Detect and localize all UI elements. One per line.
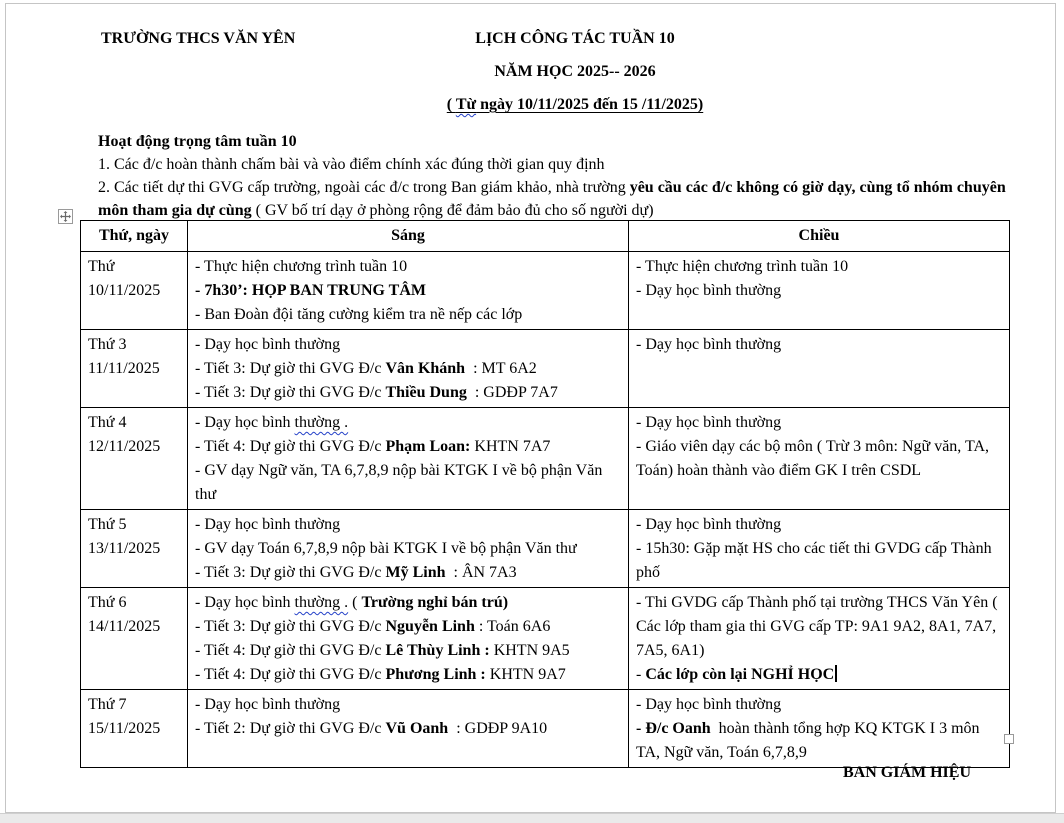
- day-cell[interactable]: [81, 252, 188, 330]
- text-run: - Giáo viên dạy các bộ môn ( Trừ 3 môn: Ngữ văn, TA, Toán) hoàn thành vào điểm GK I trên CSDL: [636, 438, 993, 479]
- morning-text-line: [195, 639, 623, 663]
- text-run: ngày 10/11/2025 đến 15 /11/2025): [476, 96, 704, 113]
- text-run: : ÂN 7A3: [445, 564, 517, 581]
- text-run: KHTN 7A7: [470, 438, 551, 455]
- text-run: - Dạy học bình: [195, 594, 295, 611]
- afternoon-cell[interactable]: [629, 330, 1010, 408]
- day-text-line: 14/11/2025: [88, 618, 161, 635]
- text-run: (: [446, 96, 456, 113]
- table-row: [81, 408, 1010, 510]
- text-cursor: [835, 665, 837, 682]
- morning-text-line: [195, 591, 623, 615]
- table-resize-handle[interactable]: [1004, 734, 1014, 744]
- morning-text-line: [195, 717, 623, 741]
- text-run: thường .: [294, 414, 349, 431]
- text-run: - Dạy học bình thường: [195, 336, 341, 353]
- text-run: - Thi GVDG cấp Thành phố tại trường THCS Văn Yên ( Các lớp tham gia thi GVG cấp TP: 9A1 9A2, 8A1, 7A7, 7A5, 6A1): [636, 594, 1002, 659]
- focus-section: [98, 130, 1014, 222]
- morning-cell[interactable]: [188, 690, 629, 768]
- text-run: - Ban Đoàn đội tăng cường kiểm tra nề nếp các lớp: [195, 306, 523, 323]
- day-text-line: Thứ: [88, 258, 115, 275]
- text-run: (: [348, 594, 362, 611]
- afternoon-cell[interactable]: [629, 690, 1010, 768]
- afternoon-text-line: [636, 591, 1004, 663]
- afternoon-text-line: [636, 717, 1004, 765]
- text-run: Mỹ Linh: [385, 564, 446, 581]
- morning-text-line: [195, 435, 623, 459]
- day-cell[interactable]: [81, 588, 188, 690]
- day-text-line: 12/11/2025: [88, 438, 161, 455]
- day-text-line: Thứ 4: [88, 414, 127, 431]
- afternoon-text-line: [636, 693, 1004, 717]
- afternoon-text-line: [636, 663, 1004, 687]
- text-run: Phương Linh :: [385, 666, 486, 683]
- text-run: : GDĐP 7A7: [466, 384, 558, 401]
- text-run: - Tiết 3: Dự giờ thi GVG Đ/c: [195, 618, 386, 635]
- text-run: - GV dạy Toán 6,7,8,9 nộp bài KTGK I về bộ phận Văn thư: [195, 540, 577, 557]
- text-run: - Dạy học bình thường: [636, 414, 782, 431]
- schedule-table: [80, 220, 1010, 768]
- morning-text-line: [195, 303, 623, 327]
- text-run: - 15h30: Gặp mặt HS cho các tiết thi GVDG cấp Thành phố: [636, 540, 996, 581]
- table-move-handle-icon[interactable]: [58, 209, 73, 224]
- text-run: - Dạy học bình: [195, 414, 295, 431]
- text-run: - Dạy học bình thường: [195, 696, 341, 713]
- morning-text-line: [195, 459, 623, 507]
- text-run: - Dạy học bình thường: [636, 282, 782, 299]
- date-range: [285, 96, 865, 129]
- text-run: Lê Thùy Linh :: [385, 642, 490, 659]
- morning-text-line: [195, 333, 623, 357]
- school-name: TRƯỜNG THCS VĂN YÊN: [101, 30, 296, 47]
- morning-text-line: [195, 411, 623, 435]
- text-run: - Dạy học bình thường: [636, 696, 782, 713]
- morning-cell[interactable]: [188, 588, 629, 690]
- text-run: - Tiết 3: Dự giờ thi GVG Đ/c: [195, 360, 386, 377]
- day-text-line: Thứ 6: [88, 594, 127, 611]
- text-run: hoàn thành tổng hợp KQ KTGK I 3 môn TA, Ngữ văn, Toán 6,7,8,9: [636, 720, 984, 761]
- morning-text-line: [195, 537, 623, 561]
- table-row: [81, 252, 1010, 330]
- school-year: NĂM HỌC 2025-- 2026: [494, 63, 656, 80]
- day-text-line: 15/11/2025: [88, 720, 161, 737]
- morning-cell[interactable]: [188, 330, 629, 408]
- text-run: 2. Các tiết dự thi GVG cấp trường, ngoài các đ/c trong Ban giám khảo, nhà trường: [98, 179, 630, 196]
- day-text-line: 13/11/2025: [88, 540, 161, 557]
- morning-text-line: [195, 381, 623, 405]
- text-run: Thiều Dung: [385, 384, 467, 401]
- day-cell[interactable]: [81, 408, 188, 510]
- title-block: [285, 30, 865, 129]
- morning-text-line: [195, 357, 623, 381]
- header-day: Thứ, ngày: [81, 221, 188, 252]
- document-page: [5, 3, 1056, 813]
- text-run: - Thực hiện chương trình tuần 10: [195, 258, 408, 275]
- text-run: - GV dạy Ngữ văn, TA 6,7,8,9 nộp bài KTGK I về bộ phận Văn thư: [195, 462, 607, 503]
- afternoon-text-line: [636, 537, 1004, 585]
- day-cell[interactable]: [81, 510, 188, 588]
- text-run: - Thực hiện chương trình tuần 10: [636, 258, 849, 275]
- morning-text-line: [195, 561, 623, 585]
- text-run: - Dạy học bình thường: [636, 516, 782, 533]
- afternoon-cell[interactable]: [629, 588, 1010, 690]
- text-run: Trường nghỉ bán trú): [361, 594, 509, 611]
- afternoon-text-line: [636, 513, 1004, 537]
- text-run: Các lớp còn lại NGHỈ HỌC: [645, 666, 835, 683]
- text-run: KHTN 9A7: [485, 666, 566, 683]
- afternoon-text-line: [636, 411, 1004, 435]
- text-run: : Toán 6A6: [474, 618, 551, 635]
- day-text-line: Thứ 7: [88, 696, 127, 713]
- text-run: - Tiết 4: Dự giờ thi GVG Đ/c: [195, 666, 386, 683]
- text-run: yêu cầu các đ/c không có giờ dạy, cùng tổ nhóm chuyên môn tham gia dự cùng: [98, 179, 1010, 219]
- focus-item-1: 1. Các đ/c hoàn thành chấm bài và vào điểm chính xác đúng thời gian quy định: [98, 156, 605, 173]
- text-run: : MT 6A2: [465, 360, 537, 377]
- day-text-line: 10/11/2025: [88, 282, 161, 299]
- afternoon-text-line: [636, 333, 1004, 357]
- morning-text-line: [195, 693, 623, 717]
- text-run: - Tiết 2: Dự giờ thi GVG Đ/c: [195, 720, 386, 737]
- text-run: - Dạy học bình thường: [195, 516, 341, 533]
- text-run: thường .: [294, 594, 349, 611]
- text-run: Nguyễn Linh: [385, 618, 475, 635]
- focus-item-2: [98, 176, 1014, 222]
- table-row: [81, 330, 1010, 408]
- signature-title: BAN GIÁM HIỆU: [843, 764, 972, 781]
- morning-text-line: [195, 615, 623, 639]
- day-cell[interactable]: [81, 330, 188, 408]
- header-morning: Sáng: [188, 221, 629, 252]
- text-run: - Tiết 4: Dự giờ thi GVG Đ/c: [195, 642, 386, 659]
- text-run: Vân Khánh: [385, 360, 466, 377]
- text-run: - 7h30’: HỌP BAN TRUNG TÂM: [195, 282, 426, 299]
- text-run: - Tiết 4: Dự giờ thi GVG Đ/c: [195, 438, 386, 455]
- text-run: - Dạy học bình thường: [636, 336, 782, 353]
- morning-text-line: [195, 279, 623, 303]
- schedule-table-body: [81, 252, 1010, 768]
- afternoon-cell[interactable]: [629, 408, 1010, 510]
- document-title: LỊCH CÔNG TÁC TUẦN 10: [475, 30, 675, 47]
- table-header-row: [81, 221, 1010, 252]
- header-afternoon: Chiều: [629, 221, 1010, 252]
- afternoon-cell[interactable]: [629, 510, 1010, 588]
- text-run: Từ: [455, 96, 477, 113]
- day-cell[interactable]: [81, 690, 188, 768]
- day-text-line: Thứ 3: [88, 336, 127, 353]
- afternoon-text-line: [636, 435, 1004, 483]
- afternoon-text-line: [636, 279, 1004, 303]
- morning-text-line: [195, 255, 623, 279]
- table-row: [81, 510, 1010, 588]
- text-run: ( GV bố trí dạy ở phòng rộng để đảm bảo đủ cho số người dự): [251, 202, 654, 219]
- text-run: - Đ/c Oanh: [636, 720, 711, 737]
- afternoon-cell[interactable]: [629, 252, 1010, 330]
- morning-cell[interactable]: [188, 510, 629, 588]
- morning-cell[interactable]: [188, 252, 629, 330]
- table-row: [81, 588, 1010, 690]
- text-run: - Tiết 3: Dự giờ thi GVG Đ/c: [195, 564, 386, 581]
- focus-heading: Hoạt động trọng tâm tuần 10: [98, 133, 297, 150]
- afternoon-text-line: [636, 255, 1004, 279]
- day-text-line: Thứ 5: [88, 516, 127, 533]
- text-run: Phạm Loan:: [385, 438, 471, 455]
- table-row: [81, 690, 1010, 768]
- four-way-arrow-icon: [60, 211, 71, 222]
- text-run: -: [636, 666, 646, 683]
- text-run: Vũ Oanh: [385, 720, 449, 737]
- text-run: - Tiết 3: Dự giờ thi GVG Đ/c: [195, 384, 386, 401]
- day-text-line: 11/11/2025: [88, 360, 160, 377]
- morning-text-line: [195, 513, 623, 537]
- morning-cell[interactable]: [188, 408, 629, 510]
- morning-text-line: [195, 663, 623, 687]
- text-run: : GDĐP 9A10: [448, 720, 548, 737]
- text-run: KHTN 9A5: [489, 642, 570, 659]
